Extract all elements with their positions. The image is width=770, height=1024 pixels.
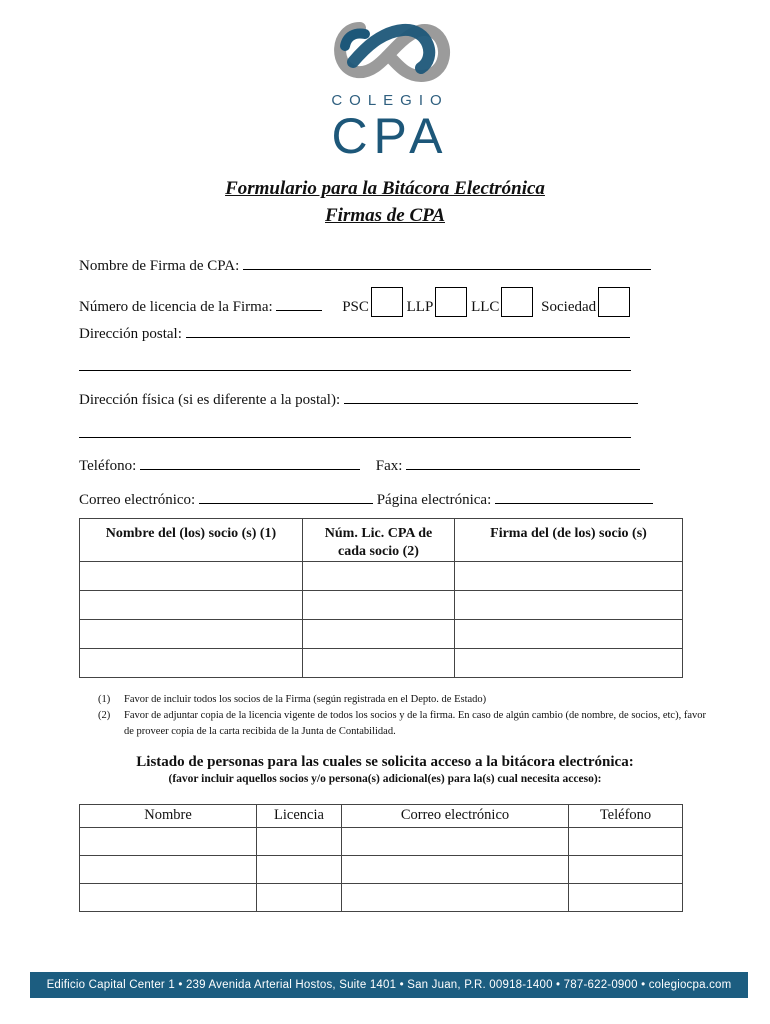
footnote-2 [98, 708, 718, 740]
postal-field-line2[interactable] [79, 356, 631, 371]
table-cell[interactable] [455, 562, 683, 591]
sociedad-label: Sociedad [541, 299, 597, 315]
email-row [79, 489, 653, 509]
table-cell[interactable] [80, 562, 303, 591]
table-cell[interactable] [342, 828, 569, 856]
table-cell[interactable] [342, 884, 569, 912]
logo-cpa-text: CPA [331, 108, 449, 164]
table-cell[interactable] [303, 562, 455, 591]
table-cell[interactable] [80, 649, 303, 678]
header-telefono: Teléfono [569, 805, 683, 828]
listado-title: Listado de personas para las cuales se solicita acceso a la bitácora electrónica: [136, 754, 634, 770]
table-cell[interactable] [80, 828, 257, 856]
footnotes [98, 692, 718, 740]
table-cell[interactable] [455, 649, 683, 678]
footnote-number: (1) [98, 694, 111, 705]
footer-address-bar: Edificio Capital Center 1 • 239 Avenida Arterial Hostos, Suite 1401 • San Juan, P.R. 00918-1400 • 787-622-0900 • colegiocpa.com [30, 972, 748, 998]
llp-checkbox[interactable] [435, 287, 467, 317]
footnote-number: (2) [98, 710, 111, 721]
page-subtitle: Firmas de CPA [325, 205, 445, 226]
physical-label: Dirección física (si es diferente a la postal): [79, 392, 341, 408]
footnote-text: Favor de adjuntar copia de la licencia vigente de todos los socios y de la firma. En caso de algún cambio (de nombre, de socios, etc), favor de proveer copia de la carta recibida de la Junta de Contabilidad. [124, 710, 706, 737]
table-cell[interactable] [257, 856, 342, 884]
table-cell[interactable] [257, 828, 342, 856]
license-field[interactable] [276, 296, 322, 311]
sociedad-checkbox[interactable] [598, 287, 630, 317]
table-cell[interactable] [342, 856, 569, 884]
license-row [79, 287, 630, 317]
postal-row [79, 323, 630, 343]
table-row [80, 562, 683, 591]
table-cell[interactable] [455, 620, 683, 649]
table-cell[interactable] [455, 591, 683, 620]
fax-field[interactable] [406, 455, 640, 470]
psc-label: PSC [342, 299, 369, 315]
table-cell[interactable] [80, 884, 257, 912]
postal-label: Dirección postal: [79, 326, 182, 342]
firm-name-row [79, 255, 651, 275]
llc-label: LLC [471, 299, 500, 315]
table-cell[interactable] [303, 649, 455, 678]
phone-row [79, 455, 640, 475]
table-cell[interactable] [80, 591, 303, 620]
footnote-text: Favor de incluir todos los socios de la Firma (según registrada en el Depto. de Estado) [124, 694, 487, 705]
email-label: Correo electrónico: [79, 492, 196, 508]
postal-field[interactable] [186, 323, 630, 338]
llc-checkbox[interactable] [501, 287, 533, 317]
header-nombre: Nombre [80, 805, 257, 828]
firm-name-label: Nombre de Firma de CPA: [79, 258, 240, 274]
email-field[interactable] [199, 489, 373, 504]
header-licencia: Licencia [257, 805, 342, 828]
table-row [80, 828, 683, 856]
physical-field-line2[interactable] [79, 423, 631, 438]
header-socio-firma: Firma del (de los) socio (s) [455, 519, 683, 562]
table-row [80, 856, 683, 884]
table-cell[interactable] [80, 856, 257, 884]
psc-checkbox[interactable] [371, 287, 403, 317]
table-row [80, 620, 683, 649]
table-cell[interactable] [257, 884, 342, 912]
socios-table [79, 518, 683, 678]
llp-label: LLP [406, 299, 434, 315]
license-label: Número de licencia de la Firma: [79, 299, 273, 315]
table-cell[interactable] [569, 884, 683, 912]
table-cell[interactable] [80, 620, 303, 649]
personas-table [79, 804, 683, 912]
table-row [80, 649, 683, 678]
firm-name-field[interactable] [243, 255, 651, 270]
header-correo: Correo electrónico [342, 805, 569, 828]
table-header-row [80, 519, 683, 562]
table-cell[interactable] [303, 591, 455, 620]
table-cell[interactable] [303, 620, 455, 649]
physical-field[interactable] [344, 389, 638, 404]
table-row [80, 591, 683, 620]
colegio-cpa-logo [325, 18, 455, 164]
infinity-icon [325, 18, 455, 90]
web-label: Página electrónica: [376, 492, 492, 508]
header-socio-nombre: Nombre del (los) socio (s) (1) [80, 519, 303, 562]
table-cell[interactable] [569, 828, 683, 856]
table-header-row [80, 805, 683, 828]
fax-label: Fax: [375, 458, 403, 474]
web-field[interactable] [495, 489, 653, 504]
physical-row [79, 389, 638, 409]
phone-field[interactable] [140, 455, 360, 470]
page-title: Formulario para la Bitácora Electrónica [225, 178, 545, 199]
table-cell[interactable] [569, 856, 683, 884]
header-socio-licencia: Núm. Lic. CPA de cada socio (2) [303, 519, 455, 562]
footnote-1 [98, 692, 718, 708]
phone-label: Teléfono: [79, 458, 137, 474]
listado-subtitle: (favor incluir aquellos socios y/o persona(s) adicional(es) para la(s) cual necesita acceso): [168, 773, 602, 785]
table-row [80, 884, 683, 912]
logo-colegio-text: COLEGIO [331, 92, 449, 109]
